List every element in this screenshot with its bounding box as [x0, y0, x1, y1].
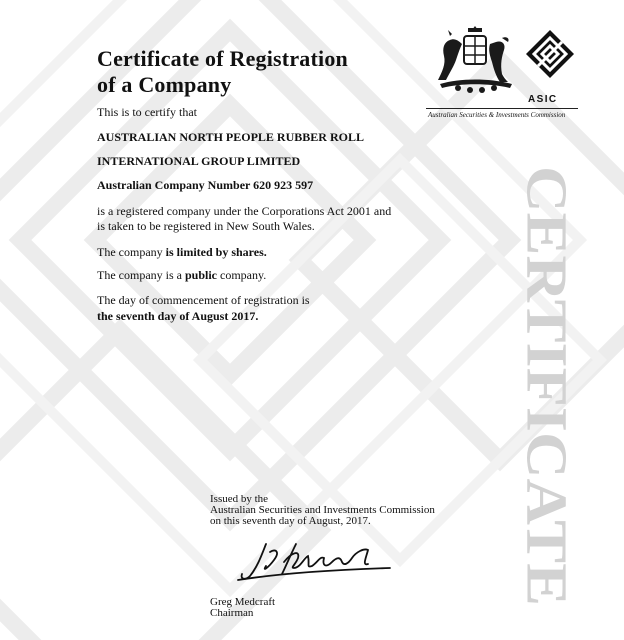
type-value: public: [184, 268, 217, 282]
issued-by: Issued by the: [210, 493, 269, 505]
commencement-line-1: The day of commencement of registration is: [97, 293, 310, 307]
commencement-date: the seventh day of August 2017.: [97, 309, 259, 323]
title-line-1: Certificate of Registration: [97, 46, 348, 71]
company-type-statement: [97, 268, 266, 283]
asic-divider: [426, 108, 578, 109]
certificate-watermark: [512, 162, 582, 610]
company-name-line-2: INTERNATIONAL GROUP LIMITED: [97, 154, 301, 168]
title-line-2: of a Company: [97, 72, 232, 97]
registered-line-2: is taken to be registered in New South Wales.: [97, 219, 315, 233]
issuer-block: [210, 494, 435, 527]
limited-statement: [97, 245, 267, 260]
signer-name: Greg Medcraft: [210, 596, 276, 608]
issuing-commission: Australian Securities and Investments Commission: [210, 504, 435, 516]
signer-block: [210, 597, 275, 619]
company-number: Australian Company Number 620 923 597: [97, 178, 314, 192]
registered-line-1: is a registered company under the Corporations Act 2001 and: [97, 204, 392, 218]
watermark-text: CERTIFICATE: [514, 166, 580, 563]
asic-full-name: Australian Securities & Investments Commission: [428, 111, 566, 119]
asic-abbreviation: ASIC: [528, 94, 558, 105]
coat-of-arms-icon: [430, 26, 520, 98]
limited-prefix: The company: [97, 245, 163, 259]
signer-title: Chairman: [210, 607, 254, 619]
asic-logo-icon: [524, 28, 576, 92]
type-prefix: The company is a: [97, 268, 182, 282]
issue-date: on this seventh day of August, 2017.: [210, 515, 371, 527]
company-name-line-1: AUSTRALIAN NORTH PEOPLE RUBBER ROLL: [97, 130, 364, 144]
signature-image: [236, 538, 392, 584]
limited-value: is limited by shares.: [165, 245, 267, 259]
intro-text: This is to certify that: [97, 105, 197, 119]
certificate-title: [97, 46, 348, 98]
type-suffix: company.: [220, 268, 267, 282]
